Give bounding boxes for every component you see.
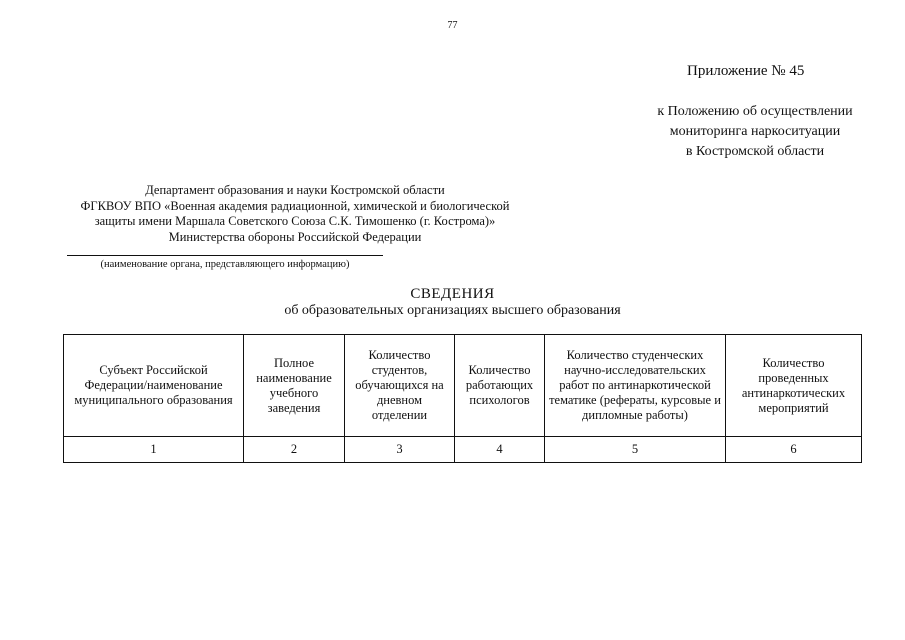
table-header-cell: Количество работающих психологов (455, 335, 545, 437)
data-table (63, 334, 862, 463)
column-number-cell: 5 (545, 437, 726, 463)
appendix-subtitle (600, 102, 905, 162)
column-number-cell: 4 (455, 437, 545, 463)
column-number-cell: 3 (345, 437, 455, 463)
organization-line: Министерства обороны Российской Федерации (168, 229, 422, 244)
page-number: 77 (447, 20, 458, 31)
column-number-cell: 2 (244, 437, 345, 463)
organization-block (40, 183, 550, 245)
appendix-subtitle-line: мониторинга наркоситуации (669, 124, 841, 139)
organization-line: ФГКВОУ ВПО «Военная академия радиационной, химической и биологической (80, 198, 510, 213)
table-header-cell: Количество студентов, обучающихся на дневном отделении (345, 335, 455, 437)
organization-line: защиты имени Маршала Советского Союза С.К. Тимошенко (г. Кострома)» (94, 214, 496, 228)
table-header-cell: Количество проведенных антинаркотических мероприятий (726, 335, 862, 437)
appendix-subtitle-line: к Положению об осуществлении (657, 104, 853, 119)
organization-line: Департамент образования и науки Костромской области (145, 183, 445, 197)
organization-caption: (наименование органа, представляющего информацию) (100, 259, 350, 270)
document-title: СВЕДЕНИЯ (410, 286, 495, 302)
column-number-cell: 1 (64, 437, 244, 463)
table-header-cell: Количество студенческих научно-исследовательских работ по антинаркотической тематике (рефераты, курсовые и дипломные работы) (545, 335, 726, 437)
table-header-cell: Субъект Российской Федерации/наименование муниципального образования (64, 335, 244, 437)
column-number-cell: 6 (726, 437, 862, 463)
appendix-title: Приложение № 45 (687, 63, 805, 79)
table-row (64, 437, 862, 463)
table-header-cell: Полное наименование учебного заведения (244, 335, 345, 437)
document-subtitle: об образовательных организациях высшего образования (284, 303, 621, 318)
appendix-subtitle-line: в Костромской области (685, 144, 825, 159)
table-header-row (64, 335, 862, 437)
organization-underline (67, 255, 383, 256)
